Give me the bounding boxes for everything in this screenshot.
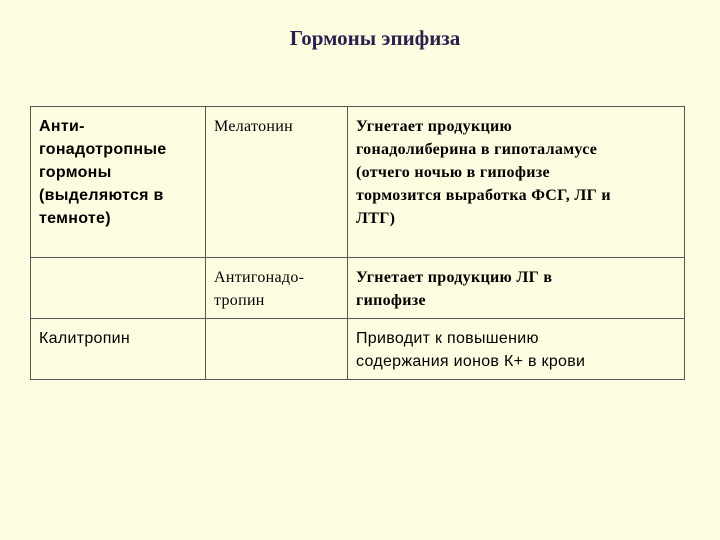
hormone-effect: Приводит к повышению содержания ионов К+ в крови xyxy=(356,330,586,370)
hormones-table xyxy=(30,106,685,380)
hormone-name: Антигонадо- тропин xyxy=(214,269,305,309)
table-cell-hormone xyxy=(206,107,348,258)
table-cell-effect xyxy=(348,258,685,319)
table-cell-group xyxy=(31,319,206,380)
table-row xyxy=(31,258,685,319)
table-row xyxy=(31,107,685,258)
table-cell-effect xyxy=(348,107,685,258)
group-label: Калитропин xyxy=(39,330,131,347)
slide-title: Гормоны эпифиза xyxy=(289,26,461,50)
hormone-effect: Угнетает продукцию гонадолиберина в гипоталамусе (отчего ночью в гипофизе тормозится выработка ФСГ, ЛГ и ЛТГ) xyxy=(356,118,611,227)
table-cell-hormone xyxy=(206,319,348,380)
table-cell-group xyxy=(31,107,206,258)
table-cell-hormone xyxy=(206,258,348,319)
hormone-name: Мелатонин xyxy=(214,118,293,135)
table-cell-effect xyxy=(348,319,685,380)
group-label: Анти- гонадотропные гормоны (выделяются в темноте) xyxy=(39,118,167,227)
table-cell-group xyxy=(31,258,206,319)
table-row xyxy=(31,319,685,380)
hormone-effect: Угнетает продукцию ЛГ в гипофизе xyxy=(356,269,553,309)
